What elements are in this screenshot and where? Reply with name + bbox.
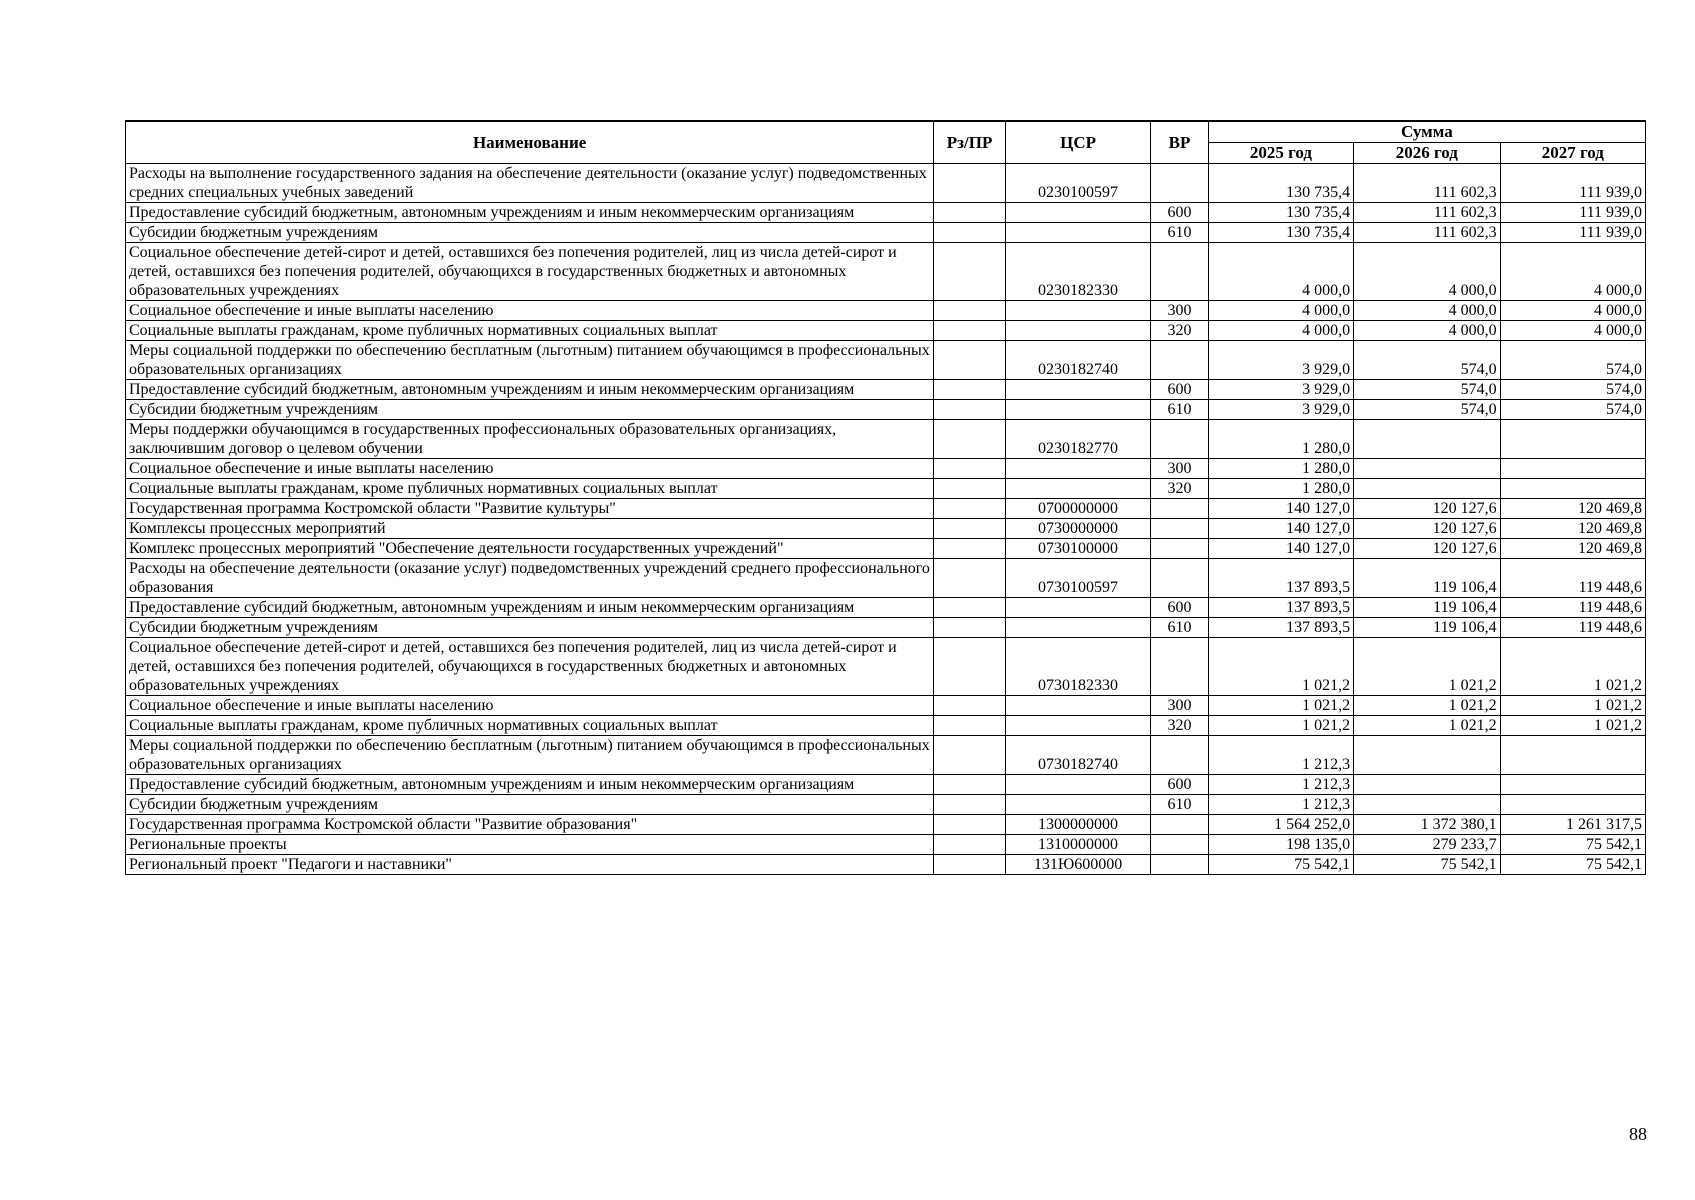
row-csr-cell [1005,597,1150,617]
row-vr-cell: 320 [1151,478,1209,498]
table-row [126,794,1646,814]
row-name-cell: Предоставление субсидий бюджетным, автономным учреждениям и иным некоммерческим организациям [126,597,934,617]
row-amount-2026-cell: 574,0 [1354,340,1500,379]
table-row [126,735,1646,774]
row-amount-2027-cell: 4 000,0 [1500,320,1645,340]
row-amount-2026-cell: 1 021,2 [1354,637,1500,695]
table-row [126,774,1646,794]
row-vr-cell: 610 [1151,222,1209,242]
row-name-cell: Социальное обеспечение детей-сирот и детей, оставшихся без попечения родителей, лиц из числа детей-сирот и детей, оставшихся без попечения родителей, обучающихся в государственных бюджетных и автономных образовательных учреждениях [126,242,934,300]
row-rzpr-cell [934,458,1006,478]
row-csr-cell [1005,617,1150,637]
table-row [126,854,1646,874]
row-amount-2026-cell: 1 372 380,1 [1354,814,1500,834]
row-amount-2025-cell: 1 212,3 [1208,794,1353,814]
row-amount-2027-cell: 119 448,6 [1500,617,1645,637]
table-row [126,340,1646,379]
row-name-cell: Субсидии бюджетным учреждениям [126,794,934,814]
row-amount-2027-cell: 574,0 [1500,399,1645,419]
row-vr-cell [1151,854,1209,874]
row-vr-cell [1151,637,1209,695]
row-vr-cell: 610 [1151,399,1209,419]
row-amount-2027-cell: 120 469,8 [1500,518,1645,538]
row-rzpr-cell [934,202,1006,222]
row-csr-cell: 0730182330 [1005,637,1150,695]
row-amount-2027-cell: 111 939,0 [1500,202,1645,222]
row-amount-2026-cell: 574,0 [1354,399,1500,419]
row-vr-cell: 300 [1151,695,1209,715]
row-amount-2025-cell: 130 735,4 [1208,222,1353,242]
row-amount-2025-cell: 3 929,0 [1208,399,1353,419]
row-csr-cell: 0730100597 [1005,558,1150,597]
row-vr-cell [1151,518,1209,538]
row-amount-2027-cell [1500,478,1645,498]
row-csr-cell [1005,399,1150,419]
row-csr-cell: 0730100000 [1005,538,1150,558]
row-amount-2027-cell: 120 469,8 [1500,498,1645,518]
row-csr-cell: 0730000000 [1005,518,1150,538]
row-amount-2026-cell [1354,774,1500,794]
row-name-cell: Социальные выплаты гражданам, кроме публичных нормативных социальных выплат [126,478,934,498]
row-amount-2026-cell: 574,0 [1354,379,1500,399]
row-name-cell: Меры социальной поддержки по обеспечению бесплатным (льготным) питанием обучающимся в профессиональных образовательных организациях [126,735,934,774]
row-amount-2027-cell: 111 939,0 [1500,222,1645,242]
row-name-cell: Региональные проекты [126,834,934,854]
row-amount-2026-cell [1354,478,1500,498]
row-amount-2025-cell: 137 893,5 [1208,597,1353,617]
row-amount-2026-cell: 119 106,4 [1354,597,1500,617]
row-name-cell: Комплексы процессных мероприятий [126,518,934,538]
row-csr-cell [1005,774,1150,794]
row-amount-2027-cell: 119 448,6 [1500,597,1645,617]
row-name-cell: Социальные выплаты гражданам, кроме публичных нормативных социальных выплат [126,715,934,735]
row-name-cell: Субсидии бюджетным учреждениям [126,617,934,637]
row-amount-2026-cell [1354,794,1500,814]
row-amount-2025-cell: 1 280,0 [1208,458,1353,478]
row-amount-2027-cell [1500,774,1645,794]
row-amount-2026-cell: 111 602,3 [1354,202,1500,222]
row-vr-cell [1151,735,1209,774]
row-amount-2026-cell: 1 021,2 [1354,695,1500,715]
row-csr-cell [1005,478,1150,498]
header-year-2025: 2025 год [1208,142,1353,163]
table-row [126,320,1646,340]
row-amount-2025-cell: 198 135,0 [1208,834,1353,854]
row-name-cell: Социальное обеспечение и иные выплаты населению [126,300,934,320]
table-row [126,163,1646,202]
table-row [126,814,1646,834]
row-amount-2026-cell: 279 233,7 [1354,834,1500,854]
row-vr-cell [1151,340,1209,379]
row-amount-2025-cell: 130 735,4 [1208,202,1353,222]
table-row [126,498,1646,518]
row-rzpr-cell [934,379,1006,399]
row-amount-2026-cell: 1 021,2 [1354,715,1500,735]
row-rzpr-cell [934,774,1006,794]
row-rzpr-cell [934,597,1006,617]
row-rzpr-cell [934,735,1006,774]
row-amount-2027-cell: 75 542,1 [1500,854,1645,874]
row-csr-cell [1005,715,1150,735]
row-rzpr-cell [934,834,1006,854]
row-amount-2025-cell: 4 000,0 [1208,242,1353,300]
row-amount-2027-cell: 574,0 [1500,379,1645,399]
row-amount-2025-cell: 137 893,5 [1208,617,1353,637]
row-csr-cell [1005,695,1150,715]
row-csr-cell [1005,300,1150,320]
row-amount-2027-cell: 119 448,6 [1500,558,1645,597]
header-vr: ВР [1151,121,1209,163]
table-row [126,834,1646,854]
header-name: Наименование [126,121,934,163]
row-name-cell: Расходы на выполнение государственного задания на обеспечение деятельности (оказание услуг) подведомственных средних специальных учебных заведений [126,163,934,202]
row-name-cell: Предоставление субсидий бюджетным, автономным учреждениям и иным некоммерческим организациям [126,379,934,399]
row-amount-2026-cell: 75 542,1 [1354,854,1500,874]
row-amount-2027-cell: 1 021,2 [1500,637,1645,695]
row-vr-cell: 320 [1151,320,1209,340]
row-amount-2027-cell: 4 000,0 [1500,300,1645,320]
row-name-cell: Социальные выплаты гражданам, кроме публичных нормативных социальных выплат [126,320,934,340]
row-rzpr-cell [934,399,1006,419]
row-amount-2026-cell [1354,458,1500,478]
row-amount-2025-cell: 130 735,4 [1208,163,1353,202]
row-amount-2025-cell: 1 212,3 [1208,774,1353,794]
row-amount-2026-cell: 4 000,0 [1354,320,1500,340]
row-vr-cell [1151,558,1209,597]
row-amount-2025-cell: 3 929,0 [1208,340,1353,379]
row-vr-cell: 300 [1151,300,1209,320]
table-row [126,637,1646,695]
row-rzpr-cell [934,617,1006,637]
row-name-cell: Расходы на обеспечение деятельности (оказание услуг) подведомственных учреждений среднего профессионального образования [126,558,934,597]
row-amount-2027-cell: 111 939,0 [1500,163,1645,202]
table-row [126,695,1646,715]
row-rzpr-cell [934,695,1006,715]
row-vr-cell: 610 [1151,617,1209,637]
budget-table [125,120,1646,875]
row-vr-cell [1151,419,1209,458]
table-row [126,300,1646,320]
row-rzpr-cell [934,478,1006,498]
row-amount-2025-cell: 137 893,5 [1208,558,1353,597]
header-year-2026: 2026 год [1354,142,1500,163]
table-row [126,518,1646,538]
row-rzpr-cell [934,222,1006,242]
row-amount-2026-cell [1354,419,1500,458]
row-amount-2026-cell: 111 602,3 [1354,222,1500,242]
row-csr-cell [1005,794,1150,814]
row-rzpr-cell [934,814,1006,834]
row-amount-2026-cell: 4 000,0 [1354,300,1500,320]
row-amount-2027-cell [1500,794,1645,814]
table-row [126,478,1646,498]
table-row [126,202,1646,222]
row-name-cell: Региональный проект "Педагоги и наставники" [126,854,934,874]
header-sum: Сумма [1208,121,1645,142]
row-csr-cell: 0230182330 [1005,242,1150,300]
row-rzpr-cell [934,538,1006,558]
row-amount-2025-cell: 140 127,0 [1208,498,1353,518]
row-amount-2025-cell: 140 127,0 [1208,538,1353,558]
page-number: 88 [1629,1124,1647,1144]
row-amount-2025-cell: 1 212,3 [1208,735,1353,774]
table-row [126,538,1646,558]
row-amount-2027-cell [1500,735,1645,774]
table-row [126,379,1646,399]
row-name-cell: Предоставление субсидий бюджетным, автономным учреждениям и иным некоммерческим организациям [126,202,934,222]
row-csr-cell: 1310000000 [1005,834,1150,854]
row-amount-2026-cell [1354,735,1500,774]
row-amount-2025-cell: 75 542,1 [1208,854,1353,874]
row-amount-2025-cell: 1 021,2 [1208,695,1353,715]
row-name-cell: Субсидии бюджетным учреждениям [126,222,934,242]
table-header [126,121,1646,163]
header-csr: ЦСР [1005,121,1150,163]
row-csr-cell: 0230182770 [1005,419,1150,458]
row-csr-cell: 0700000000 [1005,498,1150,518]
row-vr-cell [1151,814,1209,834]
table-body [126,163,1646,874]
row-rzpr-cell [934,498,1006,518]
row-name-cell: Предоставление субсидий бюджетным, автономным учреждениям и иным некоммерческим организациям [126,774,934,794]
row-rzpr-cell [934,300,1006,320]
row-amount-2027-cell: 1 261 317,5 [1500,814,1645,834]
row-vr-cell [1151,242,1209,300]
row-vr-cell [1151,498,1209,518]
row-rzpr-cell [934,518,1006,538]
header-rzpr: Рз/ПР [934,121,1006,163]
row-amount-2026-cell: 120 127,6 [1354,498,1500,518]
row-vr-cell: 320 [1151,715,1209,735]
row-amount-2025-cell: 4 000,0 [1208,320,1353,340]
row-amount-2025-cell: 1 280,0 [1208,419,1353,458]
row-amount-2026-cell: 120 127,6 [1354,518,1500,538]
row-rzpr-cell [934,163,1006,202]
table-row [126,558,1646,597]
row-vr-cell [1151,163,1209,202]
row-name-cell: Социальное обеспечение и иные выплаты населению [126,458,934,478]
row-vr-cell: 600 [1151,597,1209,617]
row-amount-2026-cell: 119 106,4 [1354,558,1500,597]
row-rzpr-cell [934,558,1006,597]
table-row [126,222,1646,242]
row-vr-cell [1151,834,1209,854]
row-rzpr-cell [934,320,1006,340]
row-amount-2027-cell: 75 542,1 [1500,834,1645,854]
row-vr-cell: 610 [1151,794,1209,814]
row-amount-2027-cell: 120 469,8 [1500,538,1645,558]
row-csr-cell [1005,320,1150,340]
row-csr-cell [1005,202,1150,222]
row-amount-2027-cell: 1 021,2 [1500,695,1645,715]
row-amount-2027-cell: 4 000,0 [1500,242,1645,300]
table-row [126,419,1646,458]
row-amount-2027-cell: 574,0 [1500,340,1645,379]
table-row [126,458,1646,478]
row-vr-cell: 600 [1151,774,1209,794]
row-csr-cell: 0230182740 [1005,340,1150,379]
row-rzpr-cell [934,854,1006,874]
row-name-cell: Меры социальной поддержки по обеспечению бесплатным (льготным) питанием обучающимся в профессиональных образовательных организациях [126,340,934,379]
row-rzpr-cell [934,794,1006,814]
row-amount-2026-cell: 4 000,0 [1354,242,1500,300]
row-rzpr-cell [934,715,1006,735]
row-amount-2025-cell: 4 000,0 [1208,300,1353,320]
row-name-cell: Меры поддержки обучающимся в государственных профессиональных образовательных организациях, заключившим договор о целевом обучении [126,419,934,458]
row-amount-2026-cell: 120 127,6 [1354,538,1500,558]
row-csr-cell [1005,222,1150,242]
row-amount-2025-cell: 1 021,2 [1208,715,1353,735]
header-year-2027: 2027 год [1500,142,1645,163]
row-rzpr-cell [934,340,1006,379]
row-csr-cell: 131Ю600000 [1005,854,1150,874]
table-row [126,597,1646,617]
row-amount-2025-cell: 1 021,2 [1208,637,1353,695]
row-csr-cell [1005,379,1150,399]
row-amount-2027-cell [1500,419,1645,458]
row-name-cell: Социальное обеспечение детей-сирот и детей, оставшихся без попечения родителей, лиц из числа детей-сирот и детей, оставшихся без попечения родителей, обучающихся в государственных бюджетных и автономных образовательных учреждениях [126,637,934,695]
row-name-cell: Государственная программа Костромской области "Развитие образования" [126,814,934,834]
row-amount-2027-cell [1500,458,1645,478]
row-rzpr-cell [934,242,1006,300]
table-row [126,242,1646,300]
row-amount-2025-cell: 1 564 252,0 [1208,814,1353,834]
row-vr-cell: 600 [1151,379,1209,399]
table-row [126,399,1646,419]
row-amount-2027-cell: 1 021,2 [1500,715,1645,735]
table-row [126,715,1646,735]
row-name-cell: Социальное обеспечение и иные выплаты населению [126,695,934,715]
row-vr-cell: 300 [1151,458,1209,478]
row-name-cell: Комплекс процессных мероприятий "Обеспечение деятельности государственных учреждений" [126,538,934,558]
row-name-cell: Государственная программа Костромской области "Развитие культуры" [126,498,934,518]
row-amount-2025-cell: 3 929,0 [1208,379,1353,399]
row-vr-cell: 600 [1151,202,1209,222]
row-amount-2026-cell: 111 602,3 [1354,163,1500,202]
table-row [126,617,1646,637]
row-csr-cell [1005,458,1150,478]
row-rzpr-cell [934,419,1006,458]
row-name-cell: Субсидии бюджетным учреждениям [126,399,934,419]
row-amount-2025-cell: 1 280,0 [1208,478,1353,498]
row-amount-2026-cell: 119 106,4 [1354,617,1500,637]
row-vr-cell [1151,538,1209,558]
row-csr-cell: 0230100597 [1005,163,1150,202]
row-amount-2025-cell: 140 127,0 [1208,518,1353,538]
row-csr-cell: 0730182740 [1005,735,1150,774]
row-csr-cell: 1300000000 [1005,814,1150,834]
row-rzpr-cell [934,637,1006,695]
